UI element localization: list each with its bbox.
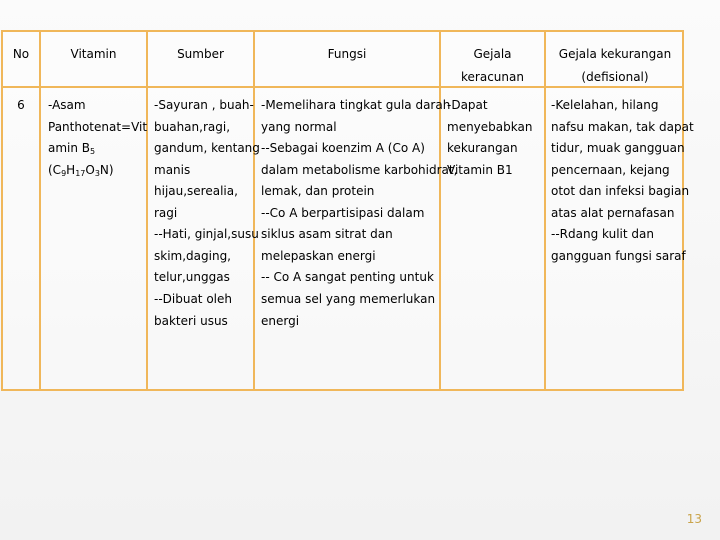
keracunan-line: -Dapat — [447, 98, 488, 112]
kekurangan-line: -Kelelahan, hilang — [551, 98, 659, 112]
header-divider — [3, 86, 682, 88]
sumber-line: gandum, kentang — [154, 141, 260, 155]
keracunan-line: kekurangan — [447, 141, 518, 155]
sumber-line: manis — [154, 163, 191, 177]
fungsi-line: melepaskan energi — [261, 249, 376, 263]
sumber-line: skim,daging, — [154, 249, 231, 263]
vitamin-subscript: 5 — [90, 147, 96, 156]
kekurangan-line: tidur, muak gangguan — [551, 141, 685, 155]
vitamin-text: amin B — [48, 141, 91, 155]
keracunan-line: menyebabkan — [447, 120, 533, 134]
kekurangan-line: --Rdang kulit dan — [551, 227, 654, 241]
sumber-line: ragi — [154, 206, 178, 220]
row-number: 6 — [17, 98, 25, 112]
fungsi-line: yang normal — [261, 120, 337, 134]
vitamin-table — [1, 30, 694, 391]
fungsi-line: energi — [261, 314, 300, 328]
fungsi-line: --Sebagai koenzim A (Co A) — [261, 141, 425, 155]
sumber-line: --Dibuat oleh — [154, 292, 232, 306]
formula-part: H — [66, 163, 76, 177]
fungsi-line: --Co A berpartisipasi dalam — [261, 206, 425, 220]
formula-part: O — [85, 163, 95, 177]
formula-subscript: 3 — [94, 169, 100, 178]
kekurangan-line: atas alat pernafasan — [551, 206, 675, 220]
vitamin-line — [48, 140, 95, 156]
sumber-line: hijau,serealia, — [154, 184, 238, 198]
header-no: No — [12, 47, 30, 61]
fungsi-line: -Memelihara tingkat gula darah — [261, 98, 451, 112]
formula-part: N) — [99, 163, 114, 177]
fungsi-line: semua sel yang memerlukan — [261, 292, 436, 306]
header-gejala-keracunan-line1: Gejala — [473, 47, 512, 61]
header-gejala-kekurangan-line1: Gejala kekurangan — [558, 47, 672, 61]
header-vitamin: Vitamin — [70, 47, 117, 61]
keracunan-line: Vitamin B1 — [447, 163, 513, 177]
fungsi-line: -- Co A sangat penting untuk — [261, 270, 434, 284]
page-number: 13 — [686, 512, 702, 526]
sumber-line: --Hati, ginjal,susu — [154, 227, 259, 241]
kekurangan-line: pencernaan, kejang — [551, 163, 670, 177]
formula-subscript: 9 — [61, 169, 67, 178]
sumber-line: buahan,ragi, — [154, 120, 231, 134]
fungsi-line: siklus asam sitrat dan — [261, 227, 393, 241]
sumber-line: -Sayuran , buah- — [154, 98, 254, 112]
vitamin-line: -Asam — [48, 98, 86, 112]
vitamin-line: Panthotenat=Vit — [48, 120, 148, 134]
formula-subscript: 17 — [75, 169, 86, 178]
fungsi-line: lemak, dan protein — [261, 184, 375, 198]
header-fungsi: Fungsi — [327, 47, 367, 61]
sumber-line: telur,unggas — [154, 270, 230, 284]
formula-part: (C — [48, 163, 62, 177]
kekurangan-line: gangguan fungsi saraf — [551, 249, 686, 263]
header-sumber: Sumber — [177, 47, 224, 61]
fungsi-line: dalam metabolisme karbohidrat, — [261, 163, 458, 177]
kekurangan-line: nafsu makan, tak dapat — [551, 120, 694, 134]
header-gejala-kekurangan-line2: (defisional) — [581, 70, 649, 84]
vitamin-formula — [48, 162, 114, 178]
kekurangan-line: otot dan infeksi bagian — [551, 184, 690, 198]
header-gejala-keracunan-line2: keracunan — [461, 70, 524, 84]
sumber-line: bakteri usus — [154, 314, 228, 328]
